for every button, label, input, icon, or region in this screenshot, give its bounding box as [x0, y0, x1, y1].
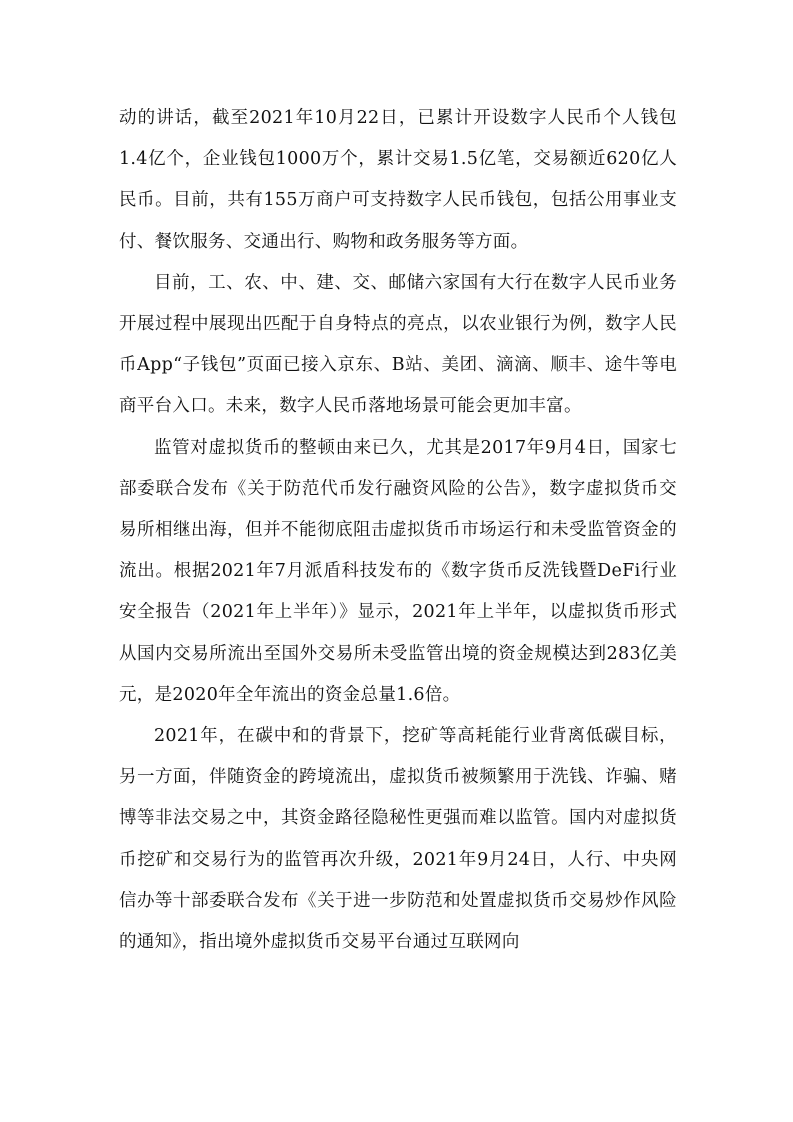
- paragraph-continued: 动的讲话，截至2021年10月22日，已累计开设数字人民币个人钱包1.4亿个，企业钱包1000万个，累计交易1.5亿笔，交易额近620亿人民币。目前，共有155万商户可支持数字人民币钱包，包括公用事业支付、餐饮服务、交通出行、购物和政务服务等方面。: [119, 108, 677, 252]
- document-body: [119, 98, 677, 963]
- paragraph: 监管对虚拟货币的整顿由来已久，尤其是2017年9月4日，国家七部委联合发布《关于防范代币发行融资风险的公告》，数字虚拟货币交易所相继出海，但并不能彻底阻击虚拟货币市场运行和未受监管资金的流出。根据2021年7月派盾科技发布的《数字货币反洗钱暨DeFi行业安全报告（2021年上半年）》显示，2021年上半年，以虚拟货币形式从国内交易所流出至国外交易所未受监管出境的资金规模达到283亿美元，是2020年全年流出的资金总量1.6倍。: [119, 437, 677, 705]
- paragraph: 目前，工、农、中、建、交、邮储六家国有大行在数字人民币业务开展过程中展现出匹配于自身特点的亮点，以农业银行为例，数字人民币App“子钱包”页面已接入京东、B站、美团、滴滴、顺丰、途牛等电商平台入口。未来，数字人民币落地场景可能会更加丰富。: [119, 272, 677, 417]
- paragraph: 2021年，在碳中和的背景下，挖矿等高耗能行业背离低碳目标，另一方面，伴随资金的跨境流出，虚拟货币被频繁用于洗钱、诈骗、赌博等非法交易之中，其资金路径隐秘性更强而难以监管。国内对虚拟货币挖矿和交易行为的监管再次升级，2021年9月24日，人行、中央网信办等十部委联合发布《关于进一步防范和处置虚拟货币交易炒作风险的通知》，指出境外虚拟货币交易平台通过互联网向: [119, 726, 677, 953]
